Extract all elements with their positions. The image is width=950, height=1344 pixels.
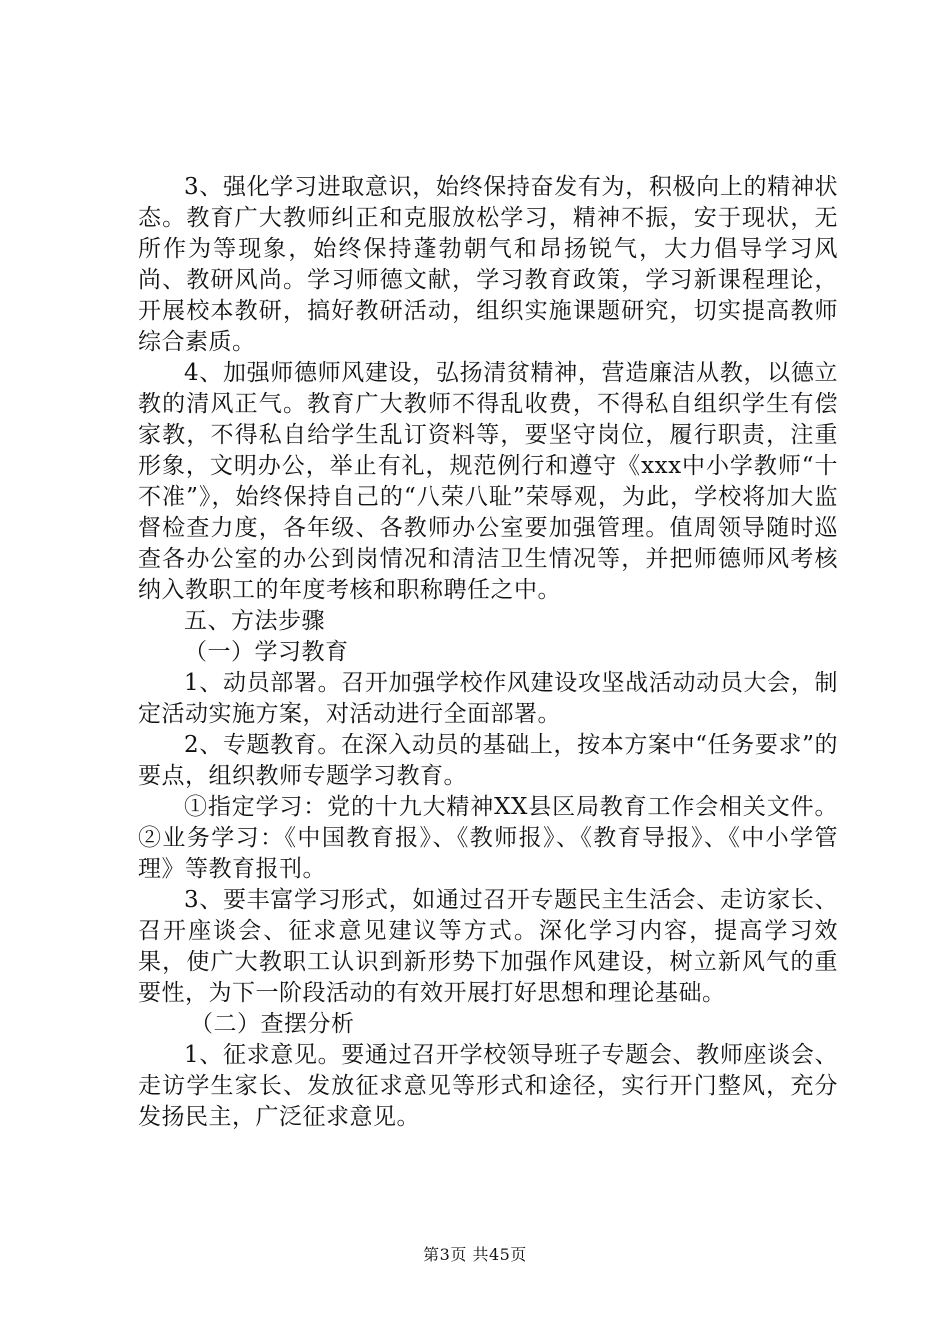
paragraph-solicit-opinions: 1、征求意见。要通过召开学校领导班子专题会、教师座谈会、走访学生家长、发放征求意见等形式和途径，实行开门整风，充分发扬民主，广泛征求意见。 — [138, 1042, 838, 1130]
paragraph-special-education: 2、专题教育。在深入动员的基础上，按本方案中“任务要求”的要点，组织教师专题学习教育。 — [138, 732, 838, 789]
paragraph-item-4: 4、加强师德师风建设，弘扬清贫精神，营造廉洁从教，以德立教的清风正气。教育广大教师不得乱收费，不得私自组织学生有偿家教，不得私自给学生乱订资料等，要坚守岗位，履行职责，注重形象，文明办公，举止有礼，规范例行和遵守《xxx中小学教师“十不准”》，始终保持自己的“八荣八耻”荣辱观，为此，学校将加大监督检查力度，各年级、各教师办公室要加强管理。值周领导随时巡查各办公室的办公到岗情况和清洁卫生情况等，并把师德师风考核纳入教职工的年度考核和职称聘任之中。 — [138, 360, 838, 603]
section-heading-methods: 五、方法步骤 — [184, 608, 325, 634]
document-body — [138, 172, 838, 1133]
subsection-heading-analysis: （二）查摆分析 — [190, 1011, 355, 1037]
paragraph-item-3: 3、强化学习进取意识，始终保持奋发有为，积极向上的精神状态。教育广大教师纠正和克服放松学习，精神不振，安于现状，无所作为等现象，始终保持蓬勃朝气和昂扬锐气，大力倡导学习风尚、教研风尚。学习师德文献，学习教育政策，学习新课程理论，开展校本教研，搞好教研活动，组织实施课题研究，切实提高教师综合素质。 — [138, 174, 838, 355]
paragraph-mobilization: 1、动员部署。召开加强学校作风建设攻坚战活动动员大会，制定活动实施方案，对活动进行全面部署。 — [138, 670, 838, 727]
paragraph-designated-study: ①指定学习：党的十九大精神XX县区局教育工作会相关文件。②业务学习：《中国教育报》、《教师报》、《教育导报》、《中小学管理》等教育报刊。 — [138, 794, 838, 882]
page-number-footer: 第3页 共45页 — [423, 1245, 527, 1264]
subsection-heading-study: （一）学习教育 — [184, 639, 349, 665]
paragraph-study-forms: 3、要丰富学习形式，如通过召开专题民主生活会、走访家长、召开座谈会、征求意见建议等方式。深化学习内容，提高学习效果，使广大教职工认识到新形势下加强作风建设，树立新风气的重要性，为下一阶段活动的有效开展打好思想和理论基础。 — [138, 887, 838, 1006]
